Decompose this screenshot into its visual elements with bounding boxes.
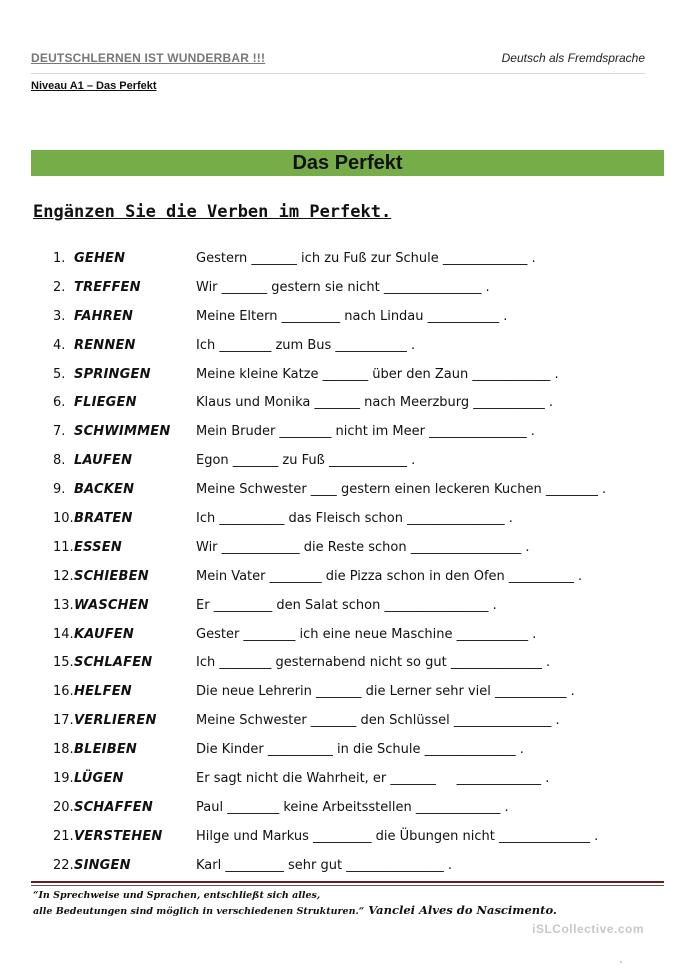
exercise-verb: LÜGEN [74, 771, 124, 787]
exercise-verb: SCHWIMMEN [74, 424, 171, 440]
exercise-row [53, 422, 653, 451]
instruction-heading: Engänzen Sie die Verben im Perfekt. [33, 202, 392, 222]
exercise-verb: SCHIEBEN [74, 568, 149, 584]
exercise-row [53, 365, 653, 394]
title-banner [31, 150, 664, 176]
exercise-number: 16. [53, 684, 74, 700]
exercise-sentence: Wir _______ gestern sie nicht _______________ . [196, 279, 490, 295]
footer-divider-bottom [31, 885, 664, 886]
exercise-number: 20. [53, 799, 74, 815]
page-dot [620, 961, 622, 963]
exercise-sentence: Klaus und Monika _______ nach Meerzburg ___________ . [196, 395, 554, 411]
exercise-verb: RENNEN [74, 337, 136, 353]
exercise-row [53, 538, 653, 567]
header-divider [31, 73, 645, 74]
exercise-number: 2. [53, 279, 66, 295]
exercise-row [53, 567, 653, 596]
exercise-number: 17. [53, 713, 74, 729]
exercise-verb: BRATEN [74, 511, 133, 527]
exercise-sentence: Ich __________ das Fleisch schon _______________ . [196, 511, 513, 527]
exercise-row [53, 249, 653, 278]
exercise-sentence: Meine kleine Katze _______ über den Zaun ____________ . [196, 366, 559, 382]
exercise-number: 13. [53, 597, 74, 613]
level-label: Niveau A1 – Das Perfekt [31, 80, 157, 92]
header-site-title: DEUTSCHLERNEN IST WUNDERBAR !!! [31, 51, 266, 65]
exercise-number: 11. [53, 539, 74, 555]
exercise-sentence: Er _________ den Salat schon ________________ . [196, 597, 497, 613]
exercise-number: 7. [53, 424, 66, 440]
exercise-row [53, 711, 653, 740]
exercise-verb: SCHLAFEN [74, 655, 153, 671]
exercise-verb: TREFFEN [74, 279, 141, 295]
exercise-verb: VERSTEHEN [74, 828, 163, 844]
exercise-verb: SPRINGEN [74, 366, 151, 382]
exercise-sentence: Egon _______ zu Fuß ____________ . [196, 453, 416, 469]
exercise-sentence: Meine Schwester ____ gestern einen leckeren Kuchen ________ . [196, 482, 607, 498]
exercise-number: 5. [53, 366, 66, 382]
exercise-verb: BACKEN [74, 482, 135, 498]
exercise-sentence: Meine Schwester _______ den Schlüssel _______________ . [196, 713, 560, 729]
exercise-row [53, 769, 653, 798]
exercise-number: 6. [53, 395, 66, 411]
exercise-number: 14. [53, 626, 74, 642]
footer-divider-top [31, 881, 664, 883]
quote-text: alle Bedeutungen sind möglich in verschiedenen Strukturen.“ [33, 906, 365, 917]
exercise-sentence: Paul ________ keine Arbeitsstellen _____________ . [196, 799, 509, 815]
exercise-row [53, 740, 653, 769]
exercise-sentence: Die Kinder __________ in die Schule ______________ . [196, 742, 524, 758]
exercise-row [53, 827, 653, 856]
exercise-number: 22. [53, 857, 74, 873]
exercise-row [53, 682, 653, 711]
quote-author: Vanclei Alves do Nascimento. [368, 903, 557, 917]
exercise-row [53, 393, 653, 422]
exercise-sentence: Hilge und Markus _________ die Übungen nicht ______________ . [196, 828, 599, 844]
exercise-verb: VERLIEREN [74, 713, 157, 729]
footer-quote [33, 888, 653, 919]
exercise-verb: ESSEN [74, 539, 122, 555]
exercise-sentence: Mein Vater ________ die Pizza schon in den Ofen __________ . [196, 568, 583, 584]
exercise-sentence: Wir ____________ die Reste schon _________________ . [196, 539, 530, 555]
header-subject: Deutsch als Fremdsprache [501, 51, 645, 65]
exercise-verb: KAUFEN [74, 626, 134, 642]
exercise-row [53, 625, 653, 654]
exercise-sentence: Meine Eltern _________ nach Lindau ___________ . [196, 308, 508, 324]
exercise-row [53, 278, 653, 307]
quote-line-2 [33, 903, 653, 919]
exercise-sentence: Karl _________ sehr gut _______________ . [196, 857, 452, 873]
exercise-verb: WASCHEN [74, 597, 149, 613]
exercise-sentence: Mein Bruder ________ nicht im Meer _______________ . [196, 424, 535, 440]
page-title: Das Perfekt [292, 151, 403, 174]
exercise-number: 3. [53, 308, 66, 324]
exercise-number: 18. [53, 742, 74, 758]
exercise-row [53, 596, 653, 625]
exercise-row [53, 480, 653, 509]
exercise-number: 9. [53, 482, 66, 498]
exercise-number: 19. [53, 771, 74, 787]
exercise-number: 21. [53, 828, 74, 844]
exercise-row [53, 509, 653, 538]
exercise-verb: SINGEN [74, 857, 131, 873]
exercise-row [53, 798, 653, 827]
exercise-verb: GEHEN [74, 251, 126, 266]
exercise-sentence: Ich ________ zum Bus ___________ . [196, 337, 416, 353]
exercise-verb: SCHAFFEN [74, 799, 153, 815]
exercise-verb: LAUFEN [74, 453, 133, 469]
exercise-number: 8. [53, 453, 66, 469]
exercise-list [53, 249, 653, 885]
watermark-logo: iSLCollective.com [532, 922, 644, 936]
exercise-verb: FLIEGEN [74, 395, 137, 411]
exercise-row [53, 307, 653, 336]
exercise-sentence: Die neue Lehrerin _______ die Lerner sehr viel ___________ . [196, 684, 575, 700]
exercise-verb: HELFEN [74, 684, 132, 700]
exercise-sentence: Gester ________ ich eine neue Maschine ___________ . [196, 626, 537, 642]
exercise-number: 12. [53, 568, 74, 584]
exercise-verb: BLEIBEN [74, 742, 137, 758]
exercise-sentence: Ich ________ gesternabend nicht so gut ______________ . [196, 655, 551, 671]
exercise-number: 4. [53, 337, 66, 353]
exercise-row [53, 336, 653, 365]
quote-line-1: “In Sprechweise und Sprachen, entschließt sich alles, [33, 890, 321, 901]
exercise-number: 1. [53, 251, 66, 266]
exercise-number: 10. [53, 511, 74, 527]
exercise-number: 15. [53, 655, 74, 671]
exercise-sentence: Er sagt nicht die Wahrheit, er _______ _____________ . [196, 771, 550, 787]
exercise-row [53, 653, 653, 682]
exercise-sentence: Gestern _______ ich zu Fuß zur Schule _____________ . [196, 251, 536, 266]
exercise-verb: FAHREN [74, 308, 134, 324]
exercise-row [53, 451, 653, 480]
